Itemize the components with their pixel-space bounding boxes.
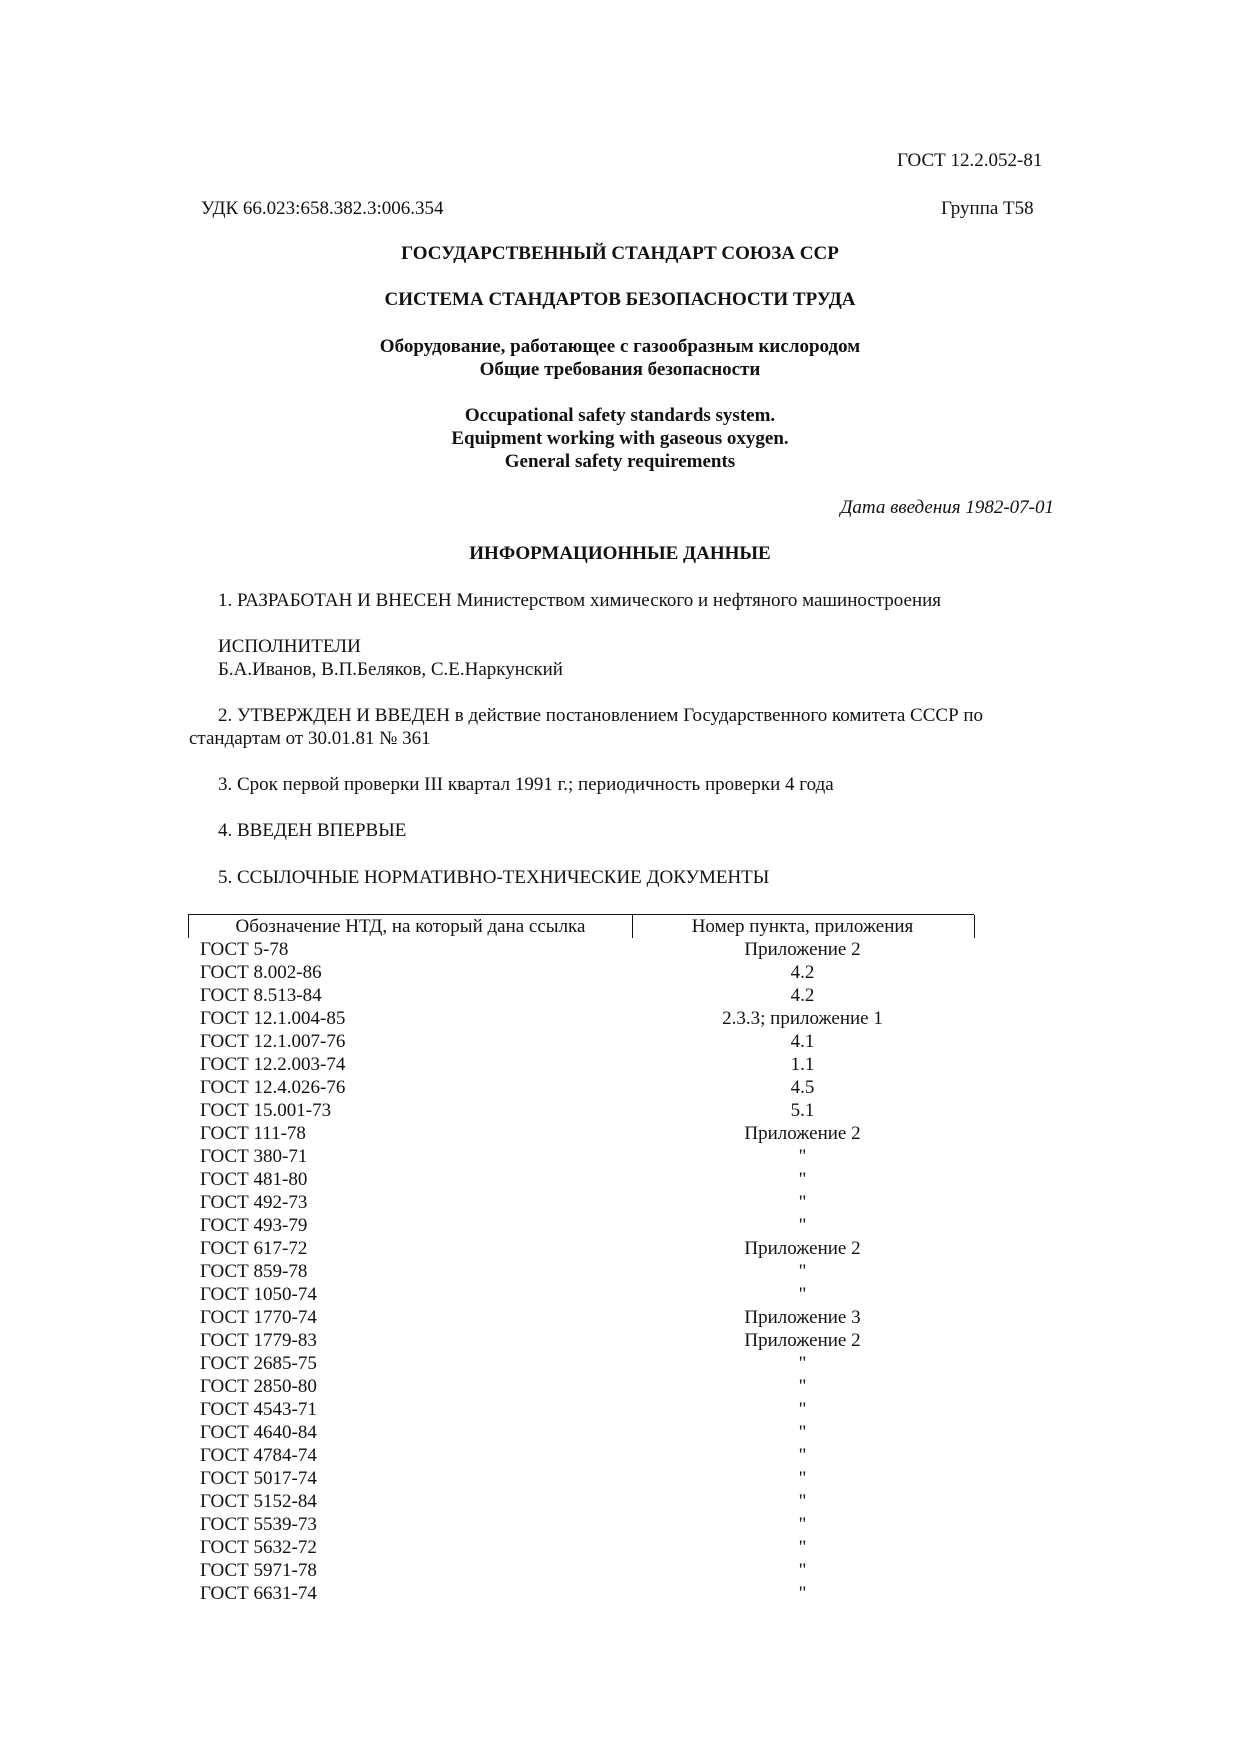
ntd-designation-cell: ГОСТ 859-78: [200, 1261, 308, 1282]
group-code: Группа Т58: [941, 198, 1034, 219]
clause-number-cell: 2.3.3; приложение 1: [722, 1008, 883, 1029]
table-row: [188, 1260, 974, 1283]
header-clause-number: Номер пункта, приложения: [631, 915, 975, 938]
performers-label: ИСПОЛНИТЕЛИ: [218, 636, 361, 657]
info-heading: ИНФОРМАЦИОННЫЕ ДАННЫЕ: [469, 543, 771, 564]
clause-number-cell: 4.2: [790, 985, 815, 1006]
table-row: [188, 1375, 974, 1398]
table-row: [188, 1513, 974, 1536]
gost-code: ГОСТ 12.2.052-81: [897, 150, 1043, 171]
ntd-designation-cell: ГОСТ 2850-80: [200, 1376, 317, 1397]
table-row: [188, 961, 974, 984]
item-4: 4. ВВЕДЕН ВПЕРВЫЕ: [218, 820, 407, 841]
ntd-designation-cell: ГОСТ 5539-73: [200, 1514, 317, 1535]
clause-number-cell: ": [798, 1445, 807, 1466]
clause-number-cell: Приложение 3: [744, 1307, 861, 1328]
clause-number-cell: Приложение 2: [744, 1123, 861, 1144]
ntd-designation-cell: ГОСТ 5-78: [200, 939, 289, 960]
ntd-designation-cell: ГОСТ 380-71: [200, 1146, 308, 1167]
table-header-row: [188, 914, 974, 938]
table-row: [188, 984, 974, 1007]
ntd-designation-cell: ГОСТ 4640-84: [200, 1422, 317, 1443]
performers-list: Б.А.Иванов, В.П.Беляков, С.Е.Наркунский: [218, 659, 563, 680]
table-row: [188, 1145, 974, 1168]
table-row: [188, 1329, 974, 1352]
clause-number-cell: ": [798, 1583, 807, 1604]
en-title-line2: Equipment working with gaseous oxygen.: [451, 428, 789, 449]
table-row: [188, 1191, 974, 1214]
clause-number-cell: Приложение 2: [744, 1330, 861, 1351]
intro-date: Дата введения 1982-07-01: [840, 497, 1054, 518]
en-title-line3: General safety requirements: [504, 451, 736, 472]
ntd-designation-cell: ГОСТ 1779-83: [200, 1330, 317, 1351]
clause-number-cell: ": [798, 1284, 807, 1305]
ntd-designation-cell: ГОСТ 8.513-84: [200, 985, 322, 1006]
system-title: СИСТЕМА СТАНДАРТОВ БЕЗОПАСНОСТИ ТРУДА: [384, 289, 856, 310]
table-row: [188, 1030, 974, 1053]
en-title-line1: Occupational safety standards system.: [464, 405, 776, 426]
clause-number-cell: ": [798, 1514, 807, 1535]
udk-code: УДК 66.023:658.382.3:006.354: [201, 198, 444, 219]
ntd-designation-cell: ГОСТ 15.001-73: [200, 1100, 332, 1121]
ntd-designation-cell: ГОСТ 4784-74: [200, 1445, 317, 1466]
table-row: [188, 1168, 974, 1191]
clause-number-cell: 1.1: [790, 1054, 815, 1075]
table-row: [188, 938, 974, 961]
clause-number-cell: 4.1: [790, 1031, 815, 1052]
table-row: [188, 1467, 974, 1490]
table-row: [188, 1007, 974, 1030]
table-row: [188, 1536, 974, 1559]
clause-number-cell: ": [798, 1376, 807, 1397]
ntd-designation-cell: ГОСТ 1770-74: [200, 1307, 317, 1328]
clause-number-cell: ": [798, 1560, 807, 1581]
ntd-designation-cell: ГОСТ 12.2.003-74: [200, 1054, 346, 1075]
ntd-designation-cell: ГОСТ 111-78: [200, 1123, 306, 1144]
clause-number-cell: ": [798, 1353, 807, 1374]
item-3: 3. Срок первой проверки III квартал 1991 г.; периодичность проверки 4 года: [218, 774, 834, 795]
table-row: [188, 1053, 974, 1076]
clause-number-cell: ": [798, 1491, 807, 1512]
clause-number-cell: ": [798, 1146, 807, 1167]
table-row: [188, 1283, 974, 1306]
ntd-designation-cell: ГОСТ 5017-74: [200, 1468, 317, 1489]
ntd-designation-cell: ГОСТ 6631-74: [200, 1583, 317, 1604]
table-row: [188, 1352, 974, 1375]
state-standard-title: ГОСУДАРСТВЕННЫЙ СТАНДАРТ СОЮЗА ССР: [401, 243, 839, 264]
table-row: [188, 1582, 974, 1605]
table-body: [188, 938, 974, 1605]
clause-number-cell: ": [798, 1399, 807, 1420]
ntd-designation-cell: ГОСТ 5632-72: [200, 1537, 317, 1558]
table-row: [188, 1444, 974, 1467]
clause-number-cell: ": [798, 1537, 807, 1558]
table-row: [188, 1237, 974, 1260]
ntd-designation-cell: ГОСТ 493-79: [200, 1215, 308, 1236]
ntd-designation-cell: ГОСТ 5971-78: [200, 1560, 317, 1581]
clause-number-cell: Приложение 2: [744, 1238, 861, 1259]
item-2-line1: 2. УТВЕРЖДЕН И ВВЕДЕН в действие постановлением Государственного комитета СССР по: [218, 705, 984, 726]
ntd-designation-cell: ГОСТ 492-73: [200, 1192, 308, 1213]
references-table: [188, 914, 974, 1605]
clause-number-cell: 4.2: [790, 962, 815, 983]
item-1: 1. РАЗРАБОТАН И ВНЕСЕН Министерством химического и нефтяного машиностроения: [218, 590, 942, 611]
clause-number-cell: 4.5: [790, 1077, 815, 1098]
table-row: [188, 1559, 974, 1582]
ntd-designation-cell: ГОСТ 481-80: [200, 1169, 308, 1190]
table-row: [188, 1099, 974, 1122]
clause-number-cell: ": [798, 1468, 807, 1489]
item-5: 5. ССЫЛОЧНЫЕ НОРМАТИВНО-ТЕХНИЧЕСКИЕ ДОКУМЕНТЫ: [218, 867, 770, 888]
table-row: [188, 1490, 974, 1513]
ntd-designation-cell: ГОСТ 12.4.026-76: [200, 1077, 346, 1098]
clause-number-cell: ": [798, 1169, 807, 1190]
ru-title-line2: Общие требования безопасности: [479, 359, 761, 380]
ntd-designation-cell: ГОСТ 12.1.004-85: [200, 1008, 346, 1029]
ntd-designation-cell: ГОСТ 5152-84: [200, 1491, 317, 1512]
clause-number-cell: 5.1: [790, 1100, 815, 1121]
table-row: [188, 1122, 974, 1145]
clause-number-cell: ": [798, 1261, 807, 1282]
clause-number-cell: ": [798, 1192, 807, 1213]
ntd-designation-cell: ГОСТ 4543-71: [200, 1399, 317, 1420]
ntd-designation-cell: ГОСТ 12.1.007-76: [200, 1031, 346, 1052]
ntd-designation-cell: ГОСТ 1050-74: [200, 1284, 317, 1305]
clause-number-cell: ": [798, 1422, 807, 1443]
header-ntd-designation: Обозначение НТД, на который дана ссылка: [188, 915, 633, 938]
ru-title-line1: Оборудование, работающее с газообразным кислородом: [379, 336, 861, 357]
ntd-designation-cell: ГОСТ 2685-75: [200, 1353, 317, 1374]
table-row: [188, 1398, 974, 1421]
item-2-line2: стандартам от 30.01.81 № 361: [189, 728, 431, 749]
table-row: [188, 1421, 974, 1444]
table-row: [188, 1306, 974, 1329]
table-row: [188, 1076, 974, 1099]
clause-number-cell: Приложение 2: [744, 939, 861, 960]
ntd-designation-cell: ГОСТ 617-72: [200, 1238, 308, 1259]
ntd-designation-cell: ГОСТ 8.002-86: [200, 962, 322, 983]
table-row: [188, 1214, 974, 1237]
clause-number-cell: ": [798, 1215, 807, 1236]
